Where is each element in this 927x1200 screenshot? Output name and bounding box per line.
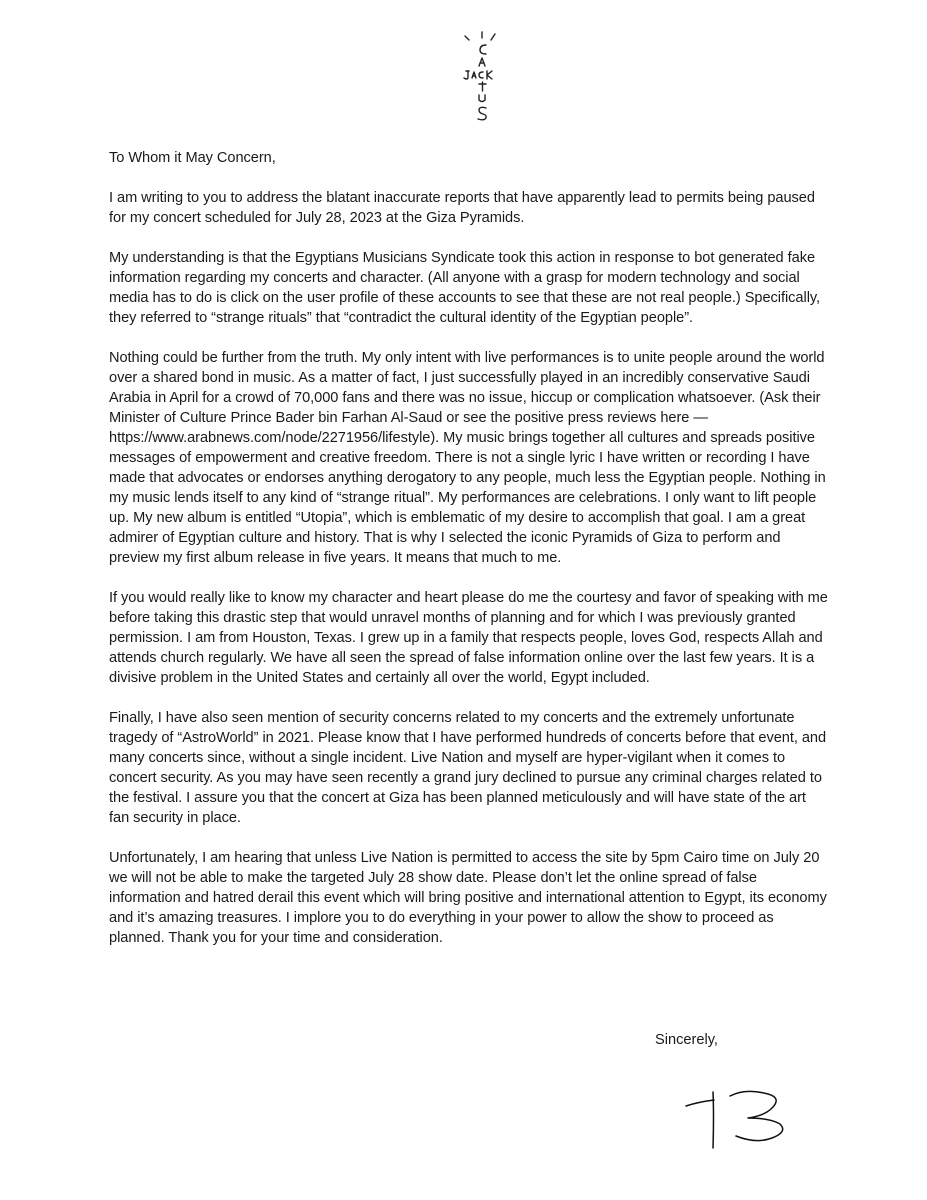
letter-body [109,148,829,968]
paragraph: Unfortunately, I am hearing that unless Live Nation is permitted to access the site by 5pm Cairo time on July 20 we will not be able to make the targeted July 28 show date. Please don’t let the online spread of false information and hatred derail this event which will bring positive and international attention to Egypt, its economy and it’s amazing treasures. I implore you to do everything in your power to allow the show to proceed as planned. Thank you for your time and consideration. [109,850,827,946]
signature-icon [684,1086,788,1152]
paragraph: If you would really like to know my character and heart please do me the courtesy and favor of speaking with me before taking this drastic step that would unravel months of planning and for which I was previously granted permission. I am from Houston, Texas. I grew up in a family that respects people, loves God, respects Allah and attends church regularly. We have all seen the spread of false information online over the last few years. It is a divisive problem in the United States and certainly all over the world, Egypt included. [109,590,828,686]
paragraph: My understanding is that the Egyptians Musicians Syndicate took this action in response to bot generated fake information regarding my concerts and character. (All anyone with a grasp for modern technology and social media has to do is click on the user profile of these accounts to see that these are not real people.) Specifically, they referred to “strange rituals” that “contradict the cultural identity of the Egyptian people”. [109,250,821,326]
paragraph: I am writing to you to address the blatant inaccurate reports that have apparently lead to permits being paused for my concert scheduled for July 28, 2023 at the Giza Pyramids. [109,190,815,226]
paragraph: Nothing could be further from the truth. My only intent with live performances is to unite people around the world over a shared bond in music. As a matter of fact, I just successfully played in an incredibly conservative Saudi Arabia in April for a crowd of 70,000 fans and there was no issue, hiccup or complication whatsoever. (Ask their Minister of Culture Prince Bader bin Farhan Al-Saud or see the positive press reviews here — https://www.arabnews.com/node/2271956/lifestyle). My music brings together all cultures and spreads positive messages of empowerment and creative freedom. There is not a single lyric I have written or recording I have made that advocates or endorses anything derogatory to any people, much less the Egyptian people. Nothing in my music lends itself to any kind of “strange ritual”. My performances are celebrations. I only want to lift people up. My new album is entitled “Utopia”, which is emblematic of my desire to accomplish that goal. I am a great admirer of Egyptian culture and history. That is why I selected the iconic Pyramids of Giza to perform and preview my first album release in five years. It means that much to me. [109,350,826,566]
cactus-jack-logo-icon [455,28,511,124]
paragraph: Finally, I have also seen mention of security concerns related to my concerts and the extremely unfortunate tragedy of “AstroWorld” in 2021. Please know that I have performed hundreds of concerts before that event, and many concerts since, without a single incident. Live Nation and myself are hyper-vigilant when it comes to concert security. As you may have seen recently a grand jury declined to pursue any criminal charges related to the festival. I assure you that the concert at Giza has been planned meticulously and will have state of the art fan security in place. [109,710,827,826]
closing: Sincerely, [655,1032,718,1048]
salutation: To Whom it May Concern, [109,150,276,166]
